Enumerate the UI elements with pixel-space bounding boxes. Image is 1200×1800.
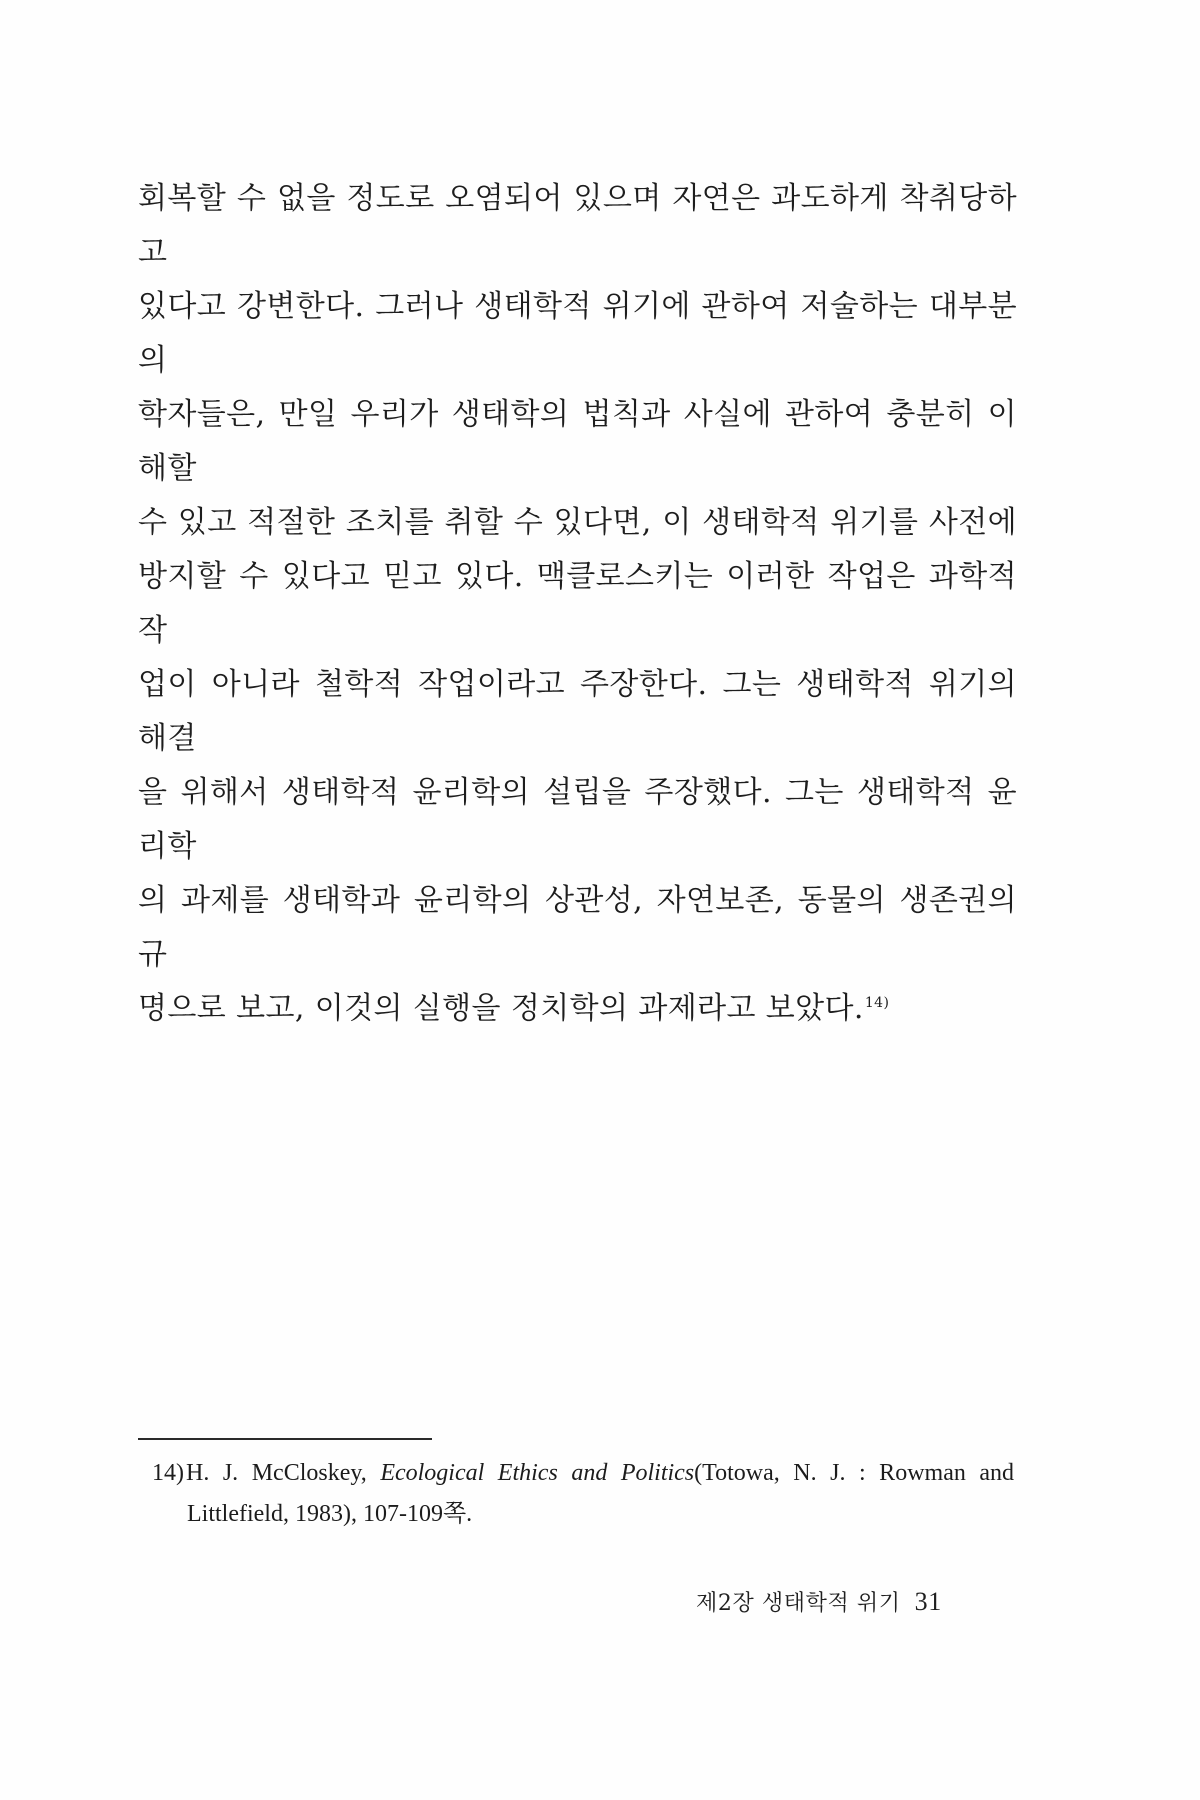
footnote-title: Ecological Ethics and Politics [380,1460,695,1486]
body-line-text: 명으로 보고, 이것의 실행을 정치학의 과제라고 보았다. [138,991,864,1026]
footnote-divider [138,1438,432,1440]
body-line: 학자들은, 만일 우리가 생태학의 법칙과 사실에 관하여 충분히 이해할 [138,397,1017,486]
body-line: 의 과제를 생태학과 윤리학의 상관성, 자연보존, 동물의 생존권의 규 [138,883,1017,972]
footnote-line-1 [152,1453,1014,1494]
body-line: 회복할 수 없을 정도로 오염되어 있으며 자연은 과도하게 착취당하고 [138,181,1017,270]
footnote-author: H. J. McCloskey, [186,1460,381,1486]
footnote-number: 14) [152,1460,184,1486]
body-line-last [138,982,1017,1036]
body-line: 을 위해서 생태학적 윤리학의 설립을 주장했다. 그는 생태학적 윤리학 [138,775,1017,864]
footnote-line-2: Littlefield, 1983), 107-109쪽. [187,1501,473,1527]
footnote-publication: (Totowa, N. J. : Rowman and [694,1460,1015,1486]
footnote-reference[interactable]: 14) [864,995,890,1011]
body-line: 업이 아니라 철학적 작업이라고 주장한다. 그는 생태학적 위기의 해결 [138,667,1017,756]
footnote-14 [152,1453,1014,1535]
chapter-title: 제2장 생태학적 위기 [696,1591,901,1616]
body-line: 있다고 강변한다. 그러나 생태학적 위기에 관하여 저술하는 대부분의 [138,289,1017,378]
running-footer [696,1587,942,1619]
body-line: 방지할 수 있다고 믿고 있다. 맥클로스키는 이러한 작업은 과학적 작 [138,559,1017,648]
body-paragraph [138,172,1017,1036]
body-line: 수 있고 적절한 조치를 취할 수 있다면, 이 생태학적 위기를 사전에 [138,505,1017,540]
page-number: 31 [914,1587,942,1616]
